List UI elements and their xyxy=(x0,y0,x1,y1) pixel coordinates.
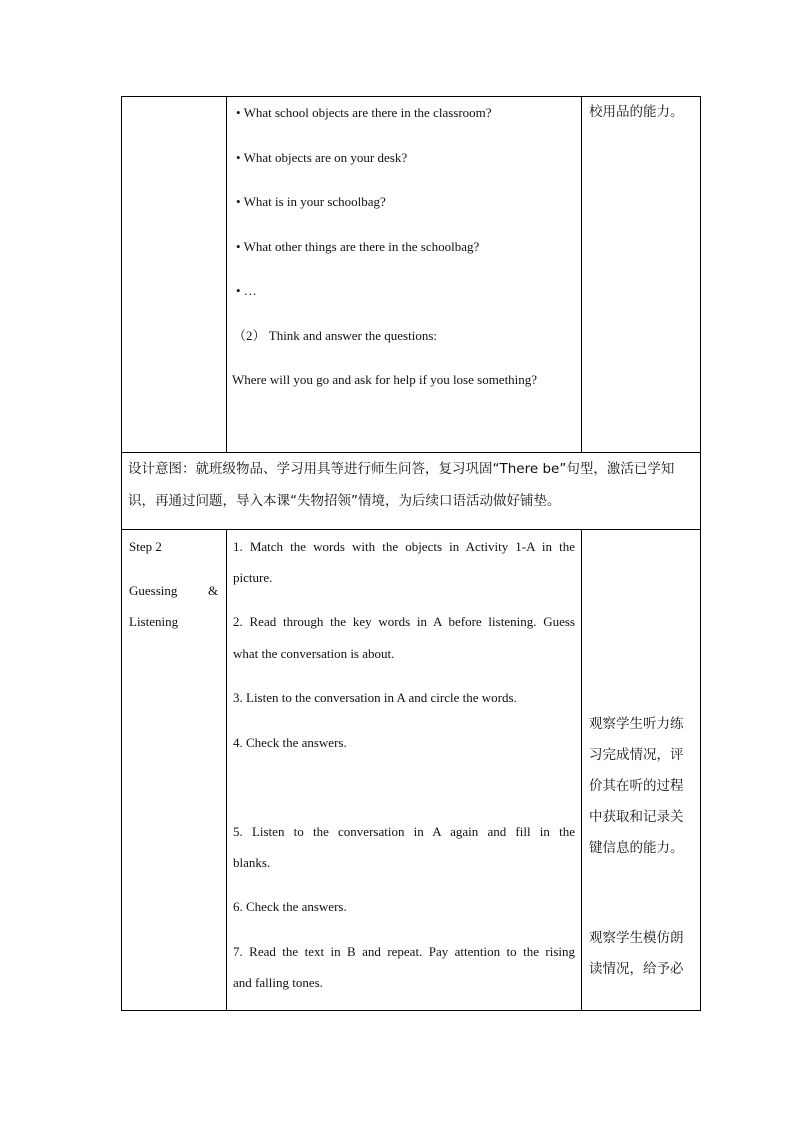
assessment-1-line-3: 价其在听的过程 xyxy=(589,778,684,794)
question-line-2: • What objects are on your desk? xyxy=(236,150,408,165)
activity-5-line-1: 5. Listen to the conversation in A again and fill in the xyxy=(233,824,575,839)
activity-2-line-1: 2. Read through the key words in A before listening. Guess xyxy=(233,614,575,629)
table-border-top xyxy=(121,96,701,97)
activity-3: 3. Listen to the conversation in A and circle the words. xyxy=(233,690,517,705)
design-intent-line-1: 设计意图：就班级物品、学习用具等进行师生问答，复习巩固“There be”句型，激活已学知 xyxy=(128,461,675,477)
assessment-1-line-5: 键信息的能力。 xyxy=(589,840,684,856)
stage-word-listening: Listening xyxy=(129,614,179,629)
column-divider-1a xyxy=(226,96,227,452)
design-intent-line-2: 识，再通过问题，导入本课“失物招领”情境，为后续口语活动做好铺垫。 xyxy=(128,493,561,509)
activity-6: 6. Check the answers. xyxy=(233,899,347,914)
stage-ampersand: & xyxy=(208,583,219,598)
activity-7-line-2: and falling tones. xyxy=(233,975,323,990)
question-line-3: • What is in your schoolbag? xyxy=(236,194,386,209)
column-divider-2b xyxy=(581,529,582,1010)
question-line-4: • What other things are there in the schoolbag? xyxy=(236,239,480,254)
think-answer-heading: （2） Think and answer the questions: xyxy=(233,328,437,343)
table-border-bottom xyxy=(121,1010,701,1011)
table-border-row2 xyxy=(121,529,701,530)
activity-4: 4. Check the answers. xyxy=(233,735,347,750)
assessment-1-line-2: 习完成情况，评 xyxy=(589,747,684,763)
activity-1-line-2: picture. xyxy=(233,570,273,585)
column-divider-2a xyxy=(581,96,582,452)
question-line-1: • What school objects are there in the classroom? xyxy=(236,105,492,120)
table-border-left xyxy=(121,96,122,1011)
stage-word-guessing: Guessing xyxy=(129,583,178,598)
question-line-ellipsis: • … xyxy=(236,283,257,298)
column-divider-1b xyxy=(226,529,227,1010)
activity-7-line-1: 7. Read the text in B and repeat. Pay attention to the rising xyxy=(233,944,575,959)
table-border-right xyxy=(700,96,701,1011)
assessment-1-line-4: 中获取和记录关 xyxy=(589,809,684,825)
assessment-1-line-1: 观察学生听力练 xyxy=(589,716,684,732)
table-border-row1 xyxy=(121,452,701,453)
activity-2-line-2: what the conversation is about. xyxy=(233,646,395,661)
assessment-text-top: 校用品的能力。 xyxy=(589,104,684,120)
assessment-2-line-1: 观察学生模仿朗 xyxy=(589,930,684,946)
assessment-2-line-2: 读情况，给予必 xyxy=(589,961,684,977)
activity-1-line-1: 1. Match the words with the objects in Activity 1-A in the xyxy=(233,539,575,554)
help-question: Where will you go and ask for help if you lose something? xyxy=(232,372,538,387)
step-label: Step 2 xyxy=(129,539,162,554)
activity-5-line-2: blanks. xyxy=(233,855,271,870)
